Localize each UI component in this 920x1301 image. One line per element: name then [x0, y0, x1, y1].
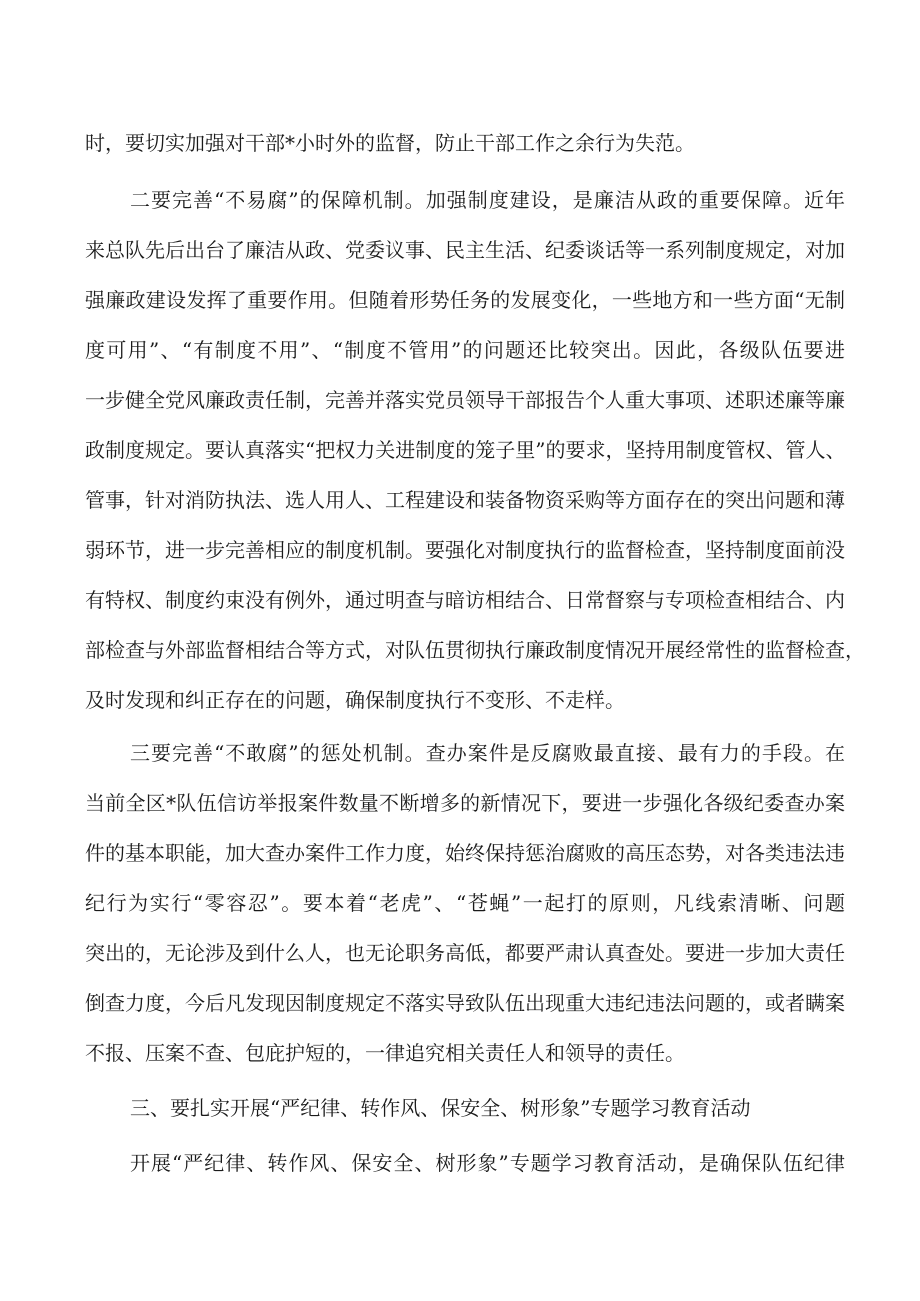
paragraph-line: 一步健全党风廉政责任制，完善并落实党员领导干部报告个人重大事项、述职述廉等廉	[85, 388, 845, 412]
section-heading: 三、要扎实开展“严纪律、转作风、保安全、树形象”专题学习教育活动	[130, 1096, 751, 1120]
paragraph-line: 度可用”、“有制度不用”、“制度不管用”的问题还比较突出。因此，各级队伍要进	[85, 338, 845, 362]
paragraph-line: 纪行为实行“零容忍”。要本着“老虎”、“苍蝇”一起打的原则，凡线索清晰、问题	[85, 891, 845, 915]
paragraph-line: 政制度规定。要认真落实“把权力关进制度的笼子里”的要求，坚持用制度管权、管人、	[85, 438, 846, 462]
paragraph-line: 部检查与外部监督相结合等方式，对队伍贯彻执行廉政制度情况开展经常性的监督检查，	[85, 638, 865, 662]
paragraph-line: 当前全区*队伍信访举报案件数量不断增多的新情况下，要进一步强化各级纪委查办案	[85, 791, 845, 815]
paragraph-line: 强廉政建设发挥了重要作用。但随着形势任务的发展变化，一些地方和一些方面“无制	[85, 288, 845, 312]
paragraph-line: 时，要切实加强对干部*小时外的监督，防止干部工作之余行为失范。	[85, 131, 695, 155]
paragraph-line: 突出的，无论涉及到什么人，也无论职务高低，都要严肃认真查处。要进一步加大责任	[85, 941, 845, 965]
paragraph-line: 三要完善“不敢腐”的惩处机制。查办案件是反腐败最直接、最有力的手段。在	[130, 741, 845, 765]
paragraph-line: 弱环节，进一步完善相应的制度机制。要强化对制度执行的监督检查，坚持制度面前没	[85, 538, 845, 562]
paragraph-line: 及时发现和纠正存在的问题，确保制度执行不变形、不走样。	[85, 688, 625, 712]
paragraph-line: 不报、压案不查、包庇护短的，一律追究相关责任人和领导的责任。	[85, 1041, 685, 1065]
paragraph-line: 来总队先后出台了廉洁从政、党委议事、民主生活、纪委谈话等一系列制度规定，对加	[85, 238, 845, 262]
paragraph-line: 倒查力度，今后凡发现因制度规定不落实导致队伍出现重大违纪违法问题的，或者瞒案	[85, 991, 845, 1015]
paragraph-line: 件的基本职能，加大查办案件工作力度，始终保持惩治腐败的高压态势，对各类违法违	[85, 841, 845, 865]
paragraph-line: 二要完善“不易腐”的保障机制。加强制度建设，是廉洁从政的重要保障。近年	[130, 188, 845, 212]
paragraph-line: 有特权、制度约束没有例外，通过明查与暗访相结合、日常督察与专项检查相结合、内	[85, 588, 845, 612]
paragraph-line: 管事，针对消防执法、选人用人、工程建设和装备物资采购等方面存在的突出问题和薄	[85, 488, 845, 512]
paragraph-line: 开展“严纪律、转作风、保安全、树形象”专题学习教育活动，是确保队伍纪律	[130, 1151, 845, 1175]
